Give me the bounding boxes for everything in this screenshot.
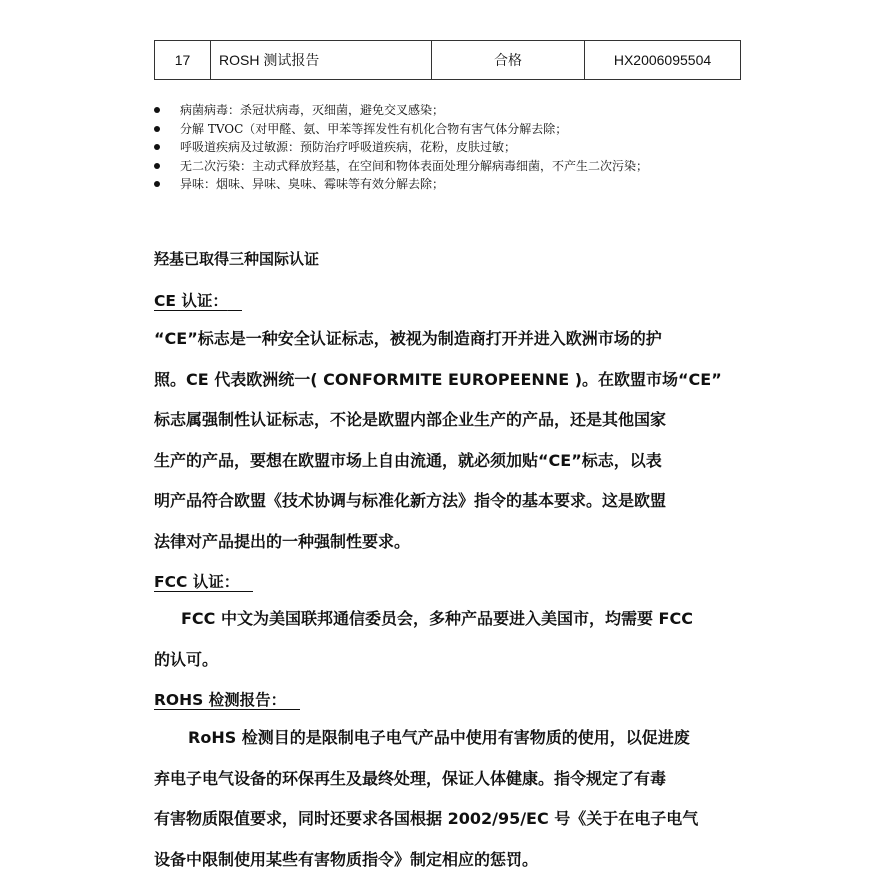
bullet-icon: [154, 107, 160, 113]
row-number: 17: [155, 41, 211, 80]
paragraph-line: 的认可。: [154, 649, 219, 669]
report-table: [154, 40, 741, 80]
list-item: [154, 157, 648, 176]
paragraph-line: 弃电子电气设备的环保再生及最终处理，保证人体健康。指令规定了有毒: [154, 768, 667, 788]
rohs-heading: [154, 688, 300, 710]
list-item-text: 无二次污染：主动式释放羟基，在空间和物体表面处理分解病毒细菌，不产生二次污染；: [180, 158, 649, 173]
heading-underline: [286, 691, 300, 710]
paragraph-line: 有害物质限值要求，同时还要求各国根据 2002/95/EC 号《关于在电子电气: [154, 809, 699, 828]
list-item-text: 分解 TVOC（对甲醛、氨、甲苯等挥发性有机化合物有害气体分解去除；: [180, 121, 568, 136]
ce-paragraph: [154, 319, 754, 562]
list-item-text: 呼吸道疾病及过敏源：预防治疗呼吸道疾病，花粉，皮肤过敏；: [180, 140, 517, 154]
fcc-heading-text: FCC 认证：: [154, 573, 240, 591]
paragraph-line: 设备中限制使用某些有害物质指令》制定相应的惩罚。: [154, 849, 539, 869]
bullet-icon: [154, 144, 160, 150]
list-item-text: 病菌病毒：杀冠状病毒，灭细菌，避免交叉感染；: [180, 103, 445, 117]
fcc-heading: [154, 570, 253, 592]
heading-underline: [239, 573, 253, 592]
report-code: HX2006095504: [585, 41, 741, 80]
paragraph-line: 生产的产品，要想在欧盟市场上自由流通，就必须加贴“CE”标志，以表: [154, 450, 662, 470]
list-item: [154, 138, 648, 157]
rohs-paragraph: [154, 718, 754, 880]
heading-underline: [228, 292, 242, 311]
table-row: [155, 41, 741, 80]
report-result: 合格: [432, 41, 585, 80]
benefit-list: [154, 101, 648, 194]
list-item: [154, 120, 648, 139]
paragraph-line: 法律对产品提出的一种强制性要求。: [154, 531, 411, 551]
bullet-icon: [154, 181, 160, 187]
paragraph-line: FCC 中文为美国联邦通信委员会，多种产品要进入美国市，均需要 FCC: [181, 609, 693, 628]
bullet-icon: [154, 126, 160, 132]
bullet-icon: [154, 163, 160, 169]
fcc-paragraph: [154, 599, 754, 680]
report-name: ROSH 测试报告: [211, 41, 432, 80]
section-title: 羟基已取得三种国际认证: [154, 250, 320, 268]
list-item: [154, 175, 648, 194]
paragraph-line: 标志属强制性认证标志，不论是欧盟内部企业生产的产品，还是其他国家: [154, 410, 667, 429]
ce-heading: [154, 289, 242, 311]
paragraph-line: RoHS 检测目的是限制电子电气产品中使用有害物质的使用，以促进废: [188, 728, 690, 747]
paragraph-line: “CE”标志是一种安全认证标志，被视为制造商打开并进入欧洲市场的护: [154, 329, 662, 348]
paragraph-line: 照。CE 代表欧洲统一( CONFORMITE EUROPEENNE )。在欧盟市场“CE”: [154, 369, 722, 389]
rohs-heading-text: ROHS 检测报告：: [154, 691, 287, 709]
list-item: [154, 101, 648, 120]
paragraph-line: 明产品符合欧盟《技术协调与标准化新方法》指令的基本要求。这是欧盟: [154, 491, 667, 510]
ce-heading-text: CE 认证：: [154, 292, 228, 310]
list-item-text: 异味：烟味、异味、臭味、霉味等有效分解去除；: [180, 177, 445, 191]
